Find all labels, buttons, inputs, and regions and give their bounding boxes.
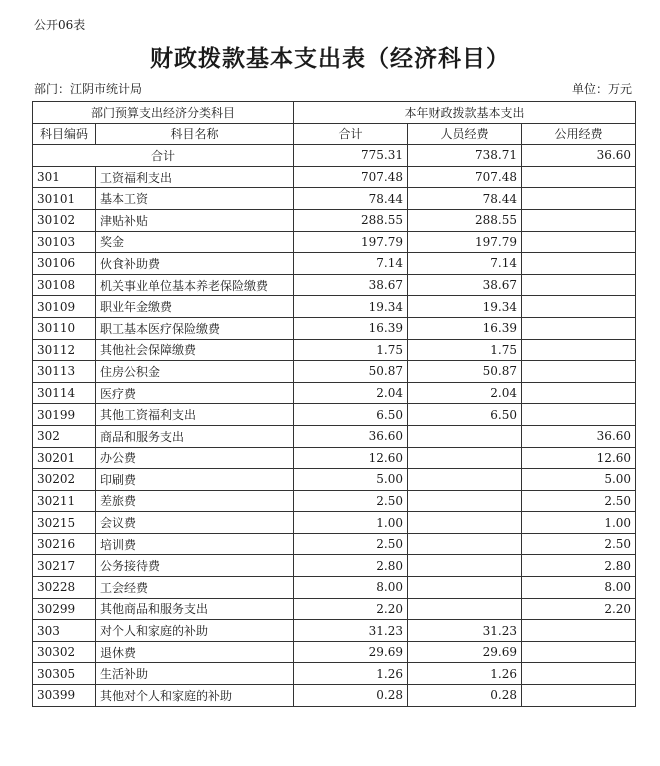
total-cell: 1.00 (294, 512, 408, 534)
account-code-cell: 30112 (33, 339, 96, 361)
public-cell (522, 231, 636, 253)
public-cell: 36.60 (522, 425, 636, 447)
table-row (33, 425, 636, 447)
personnel-cell: 1.26 (408, 663, 522, 685)
column-header-public: 公用经费 (522, 123, 636, 145)
account-name-cell: 对个人和家庭的补助 (96, 620, 294, 642)
account-name-cell: 印刷费 (96, 469, 294, 491)
table-row (33, 555, 636, 577)
total-cell: 7.14 (294, 253, 408, 275)
table-row (33, 685, 636, 707)
table-row (33, 533, 636, 555)
table-row (33, 231, 636, 253)
public-cell (522, 361, 636, 383)
table-row (33, 490, 636, 512)
personnel-cell: 78.44 (408, 188, 522, 210)
personnel-cell: 197.79 (408, 231, 522, 253)
account-code-cell: 30211 (33, 490, 96, 512)
account-name-cell: 会议费 (96, 512, 294, 534)
account-code-cell: 30305 (33, 663, 96, 685)
personnel-cell (408, 533, 522, 555)
total-cell: 2.50 (294, 533, 408, 555)
account-code-cell: 30299 (33, 598, 96, 620)
table-row (33, 166, 636, 188)
personnel-cell: 50.87 (408, 361, 522, 383)
personnel-cell (408, 577, 522, 599)
header-row-columns (33, 123, 636, 145)
total-cell: 19.34 (294, 296, 408, 318)
table-row (33, 188, 636, 210)
account-code-cell: 30114 (33, 382, 96, 404)
table-row (33, 577, 636, 599)
personnel-cell (408, 447, 522, 469)
account-code-cell: 30228 (33, 577, 96, 599)
column-header-code: 科目编码 (33, 123, 96, 145)
account-code-cell: 30101 (33, 188, 96, 210)
total-cell: 78.44 (294, 188, 408, 210)
public-cell (522, 209, 636, 231)
public-cell (522, 382, 636, 404)
public-cell (522, 317, 636, 339)
column-group-classification: 部门预算支出经济分类科目 (33, 102, 294, 124)
total-cell: 36.60 (294, 425, 408, 447)
total-cell: 1.26 (294, 663, 408, 685)
expenditure-table (32, 101, 636, 707)
total-cell: 288.55 (294, 209, 408, 231)
total-cell: 197.79 (294, 231, 408, 253)
total-cell: 6.50 (294, 404, 408, 426)
public-cell (522, 685, 636, 707)
account-name-cell: 公务接待费 (96, 555, 294, 577)
personnel-cell (408, 512, 522, 534)
account-name-cell: 奖金 (96, 231, 294, 253)
account-code-cell: 30102 (33, 209, 96, 231)
account-code-cell: 30399 (33, 685, 96, 707)
public-cell (522, 188, 636, 210)
total-label: 合计 (33, 145, 294, 167)
total-row (33, 145, 636, 167)
account-code-cell: 30113 (33, 361, 96, 383)
department-label: 部门：江阴市统计局 (34, 82, 143, 96)
column-group-appropriation: 本年财政拨款基本支出 (294, 102, 636, 124)
table-row (33, 339, 636, 361)
table-row (33, 361, 636, 383)
personnel-cell (408, 598, 522, 620)
total-cell: 8.00 (294, 577, 408, 599)
account-code-cell: 30302 (33, 641, 96, 663)
account-name-cell: 工会经费 (96, 577, 294, 599)
account-code-cell: 30110 (33, 317, 96, 339)
column-header-total: 合计 (294, 123, 408, 145)
total-cell: 2.04 (294, 382, 408, 404)
account-name-cell: 培训费 (96, 533, 294, 555)
total-cell: 2.50 (294, 490, 408, 512)
public-cell: 12.60 (522, 447, 636, 469)
public-cell: 2.50 (522, 533, 636, 555)
public-cell (522, 296, 636, 318)
account-name-cell: 退休费 (96, 641, 294, 663)
public-cell: 2.80 (522, 555, 636, 577)
account-code-cell: 30216 (33, 533, 96, 555)
account-code-cell: 30215 (33, 512, 96, 534)
account-name-cell: 其他工资福利支出 (96, 404, 294, 426)
table-row (33, 209, 636, 231)
table-row (33, 641, 636, 663)
total-cell: 16.39 (294, 317, 408, 339)
table-row (33, 663, 636, 685)
account-name-cell: 其他社会保障缴费 (96, 339, 294, 361)
account-code-cell: 30199 (33, 404, 96, 426)
account-name-cell: 基本工资 (96, 188, 294, 210)
account-name-cell: 生活补助 (96, 663, 294, 685)
account-name-cell: 其他商品和服务支出 (96, 598, 294, 620)
total-cell: 31.23 (294, 620, 408, 642)
personnel-cell (408, 490, 522, 512)
table-row (33, 296, 636, 318)
account-name-cell: 伙食补助费 (96, 253, 294, 275)
account-code-cell: 30217 (33, 555, 96, 577)
personnel-cell: 16.39 (408, 317, 522, 339)
account-name-cell: 工资福利支出 (96, 166, 294, 188)
account-name-cell: 津贴补贴 (96, 209, 294, 231)
personnel-cell: 6.50 (408, 404, 522, 426)
personnel-cell: 0.28 (408, 685, 522, 707)
public-cell (522, 620, 636, 642)
page-title: 财政拨款基本支出表（经济科目） (150, 46, 510, 72)
column-header-name: 科目名称 (96, 123, 294, 145)
account-code-cell: 30202 (33, 469, 96, 491)
table-row (33, 620, 636, 642)
account-name-cell: 机关事业单位基本养老保险缴费 (96, 274, 294, 296)
account-name-cell: 医疗费 (96, 382, 294, 404)
account-code-cell: 302 (33, 425, 96, 447)
header-row-group (33, 102, 636, 124)
total-personnel: 738.71 (408, 145, 522, 167)
account-code-cell: 30109 (33, 296, 96, 318)
total-cell: 707.48 (294, 166, 408, 188)
public-cell: 2.50 (522, 490, 636, 512)
table-row (33, 469, 636, 491)
table-row (33, 382, 636, 404)
total-public: 36.60 (522, 145, 636, 167)
total-cell: 2.80 (294, 555, 408, 577)
account-code-cell: 30103 (33, 231, 96, 253)
table-row (33, 598, 636, 620)
personnel-cell: 1.75 (408, 339, 522, 361)
account-code-cell: 30108 (33, 274, 96, 296)
total-cell: 38.67 (294, 274, 408, 296)
public-cell (522, 663, 636, 685)
table-row (33, 512, 636, 534)
public-cell: 8.00 (522, 577, 636, 599)
account-name-cell: 办公费 (96, 447, 294, 469)
total-cell: 50.87 (294, 361, 408, 383)
personnel-cell: 29.69 (408, 641, 522, 663)
personnel-cell: 288.55 (408, 209, 522, 231)
public-cell (522, 404, 636, 426)
account-name-cell: 住房公积金 (96, 361, 294, 383)
public-cell: 1.00 (522, 512, 636, 534)
personnel-cell: 707.48 (408, 166, 522, 188)
personnel-cell: 2.04 (408, 382, 522, 404)
account-code-cell: 30201 (33, 447, 96, 469)
table-row (33, 404, 636, 426)
personnel-cell: 7.14 (408, 253, 522, 275)
total-cell: 12.60 (294, 447, 408, 469)
personnel-cell (408, 425, 522, 447)
total-cell: 2.20 (294, 598, 408, 620)
total-cell: 29.69 (294, 641, 408, 663)
account-code-cell: 301 (33, 166, 96, 188)
unit-label: 单位：万元 (571, 82, 632, 96)
table-row (33, 317, 636, 339)
table-number: 公开06表 (34, 18, 86, 32)
total-cell: 5.00 (294, 469, 408, 491)
column-header-personnel: 人员经费 (408, 123, 522, 145)
total-cell: 0.28 (294, 685, 408, 707)
personnel-cell: 19.34 (408, 296, 522, 318)
account-name-cell: 职工基本医疗保险缴费 (96, 317, 294, 339)
table-row (33, 274, 636, 296)
public-cell (522, 641, 636, 663)
account-name-cell: 职业年金缴费 (96, 296, 294, 318)
table-row (33, 447, 636, 469)
public-cell: 5.00 (522, 469, 636, 491)
account-code-cell: 303 (33, 620, 96, 642)
public-cell: 2.20 (522, 598, 636, 620)
account-code-cell: 30106 (33, 253, 96, 275)
public-cell (522, 166, 636, 188)
personnel-cell (408, 555, 522, 577)
account-name-cell: 差旅费 (96, 490, 294, 512)
total-amount: 775.31 (294, 145, 408, 167)
table-row (33, 253, 636, 275)
personnel-cell: 31.23 (408, 620, 522, 642)
public-cell (522, 339, 636, 361)
account-name-cell: 商品和服务支出 (96, 425, 294, 447)
public-cell (522, 253, 636, 275)
total-cell: 1.75 (294, 339, 408, 361)
personnel-cell (408, 469, 522, 491)
public-cell (522, 274, 636, 296)
account-name-cell: 其他对个人和家庭的补助 (96, 685, 294, 707)
personnel-cell: 38.67 (408, 274, 522, 296)
